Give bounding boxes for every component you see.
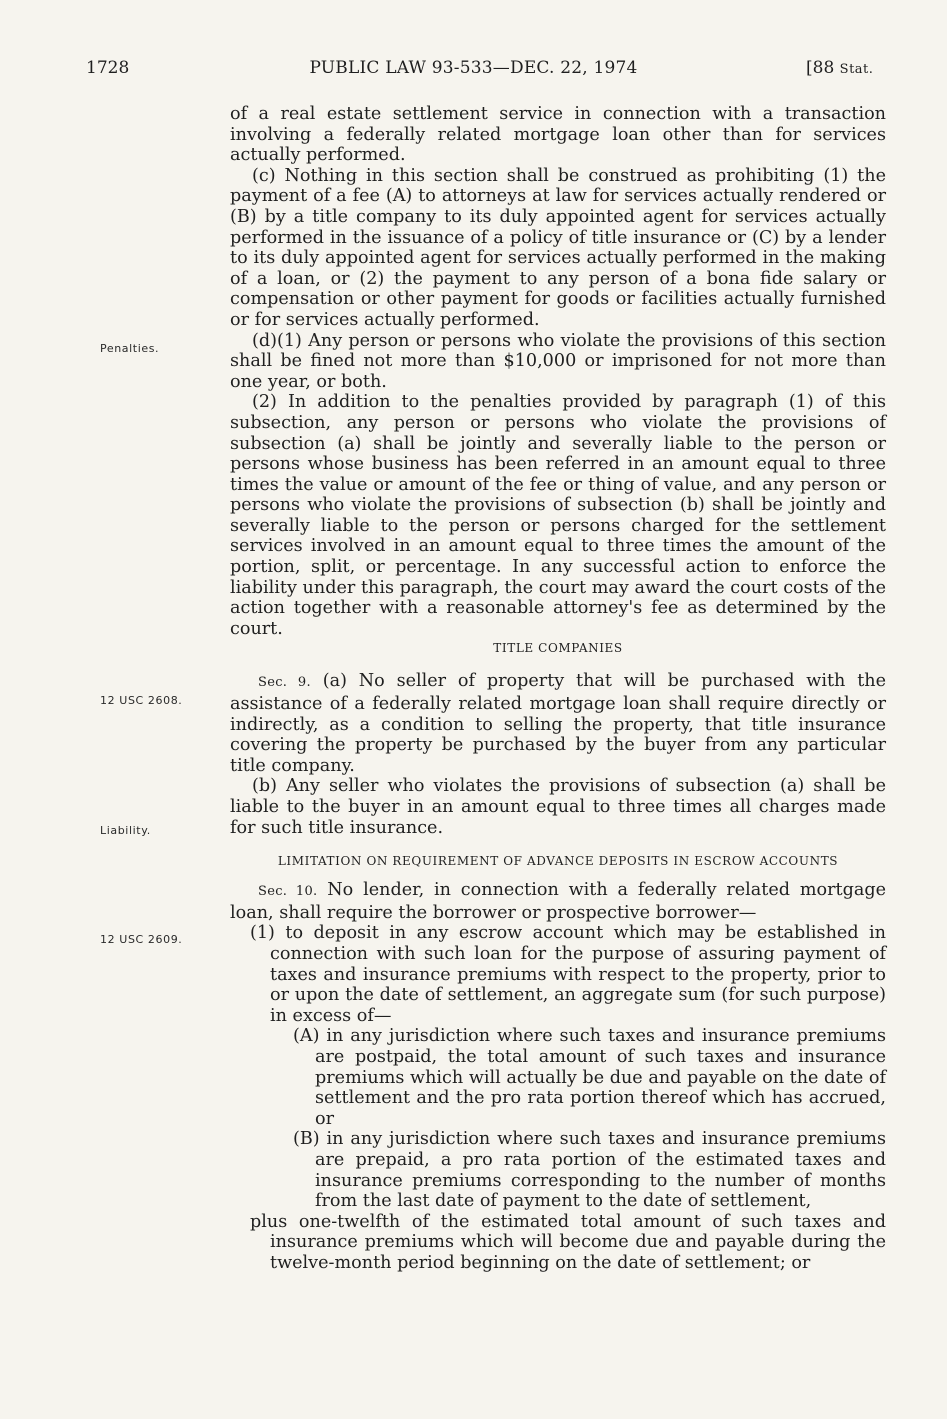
running-title: PUBLIC LAW 93-533—DEC. 22, 1974	[309, 58, 638, 78]
statute-reference	[806, 58, 873, 78]
section-10-plus-clause: plus one-twelfth of the estimated total amount of such taxes and insurance premiums which will become due and payable during the twelve-month period beginning on the date of settlement; or	[250, 1211, 886, 1273]
section-9-b: (b) Any seller who violates the provisions of subsection (a) shall be liable to the buyer in an amount equal to three times all charges made for such title insurance.	[230, 776, 886, 838]
page-header	[0, 58, 947, 84]
section-9-label: Sec. 9.	[258, 675, 311, 691]
section-10-clause-1B: (B) in any jurisdiction where such taxes and insurance premiums are prepaid, a pro rata portion of the estimated taxes and insurance premiums corresponding to the number of months from the last date of payment to the date of settlement,	[293, 1129, 886, 1212]
paragraph-d2: (2) In addition to the penalties provided by paragraph (1) of this subsection, any person or persons who violate the provisions of subsection (a) shall be jointly and severally liable to the person or persons whose business has been referred in an amount equal to three times the value or amount of the fee or thing of value, and any person or persons who violate the provisions of subsection (b) shall be jointly and severally liable to the person or persons charged for the settlement services involved in an amount equal to three times the amount of the portion, split, or percentage. In any successful action to enforce the liability under this paragraph, the court may award the court costs of the action together with a reasonable attorney's fee as determined by the court.	[230, 392, 886, 639]
heading-escrow: LIMITATION ON REQUIREMENT OF ADVANCE DEPOSITS IN ESCROW ACCOUNTS	[277, 854, 839, 869]
margin-note-penalties: Penalties.	[100, 342, 160, 355]
section-10-intro	[230, 880, 886, 923]
paragraph-d1: (d)(1) Any person or persons who violate the provisions of this section shall be fined not more than $10,000 or imprisoned for not more than one year, or both.	[230, 330, 886, 392]
section-10-clause-1A: (A) in any jurisdiction where such taxes and insurance premiums are postpaid, the total amount of such taxes and insurance premiums which will actually be due and payable on the date of settlement and the pro rata portion thereof which has accrued, or	[293, 1026, 886, 1129]
page-number: 1728	[86, 58, 130, 78]
body-text	[230, 104, 886, 1273]
heading-title-companies: TITLE COMPANIES	[493, 641, 623, 656]
margin-note-usc-2608: 12 USC 2608.	[100, 694, 183, 707]
section-10-intro-text: No lender, in connection with a federally related mortgage loan, shall require the borrower or prospective borrower—	[230, 880, 887, 923]
margin-note-usc-2609: 12 USC 2609.	[100, 933, 183, 946]
section-9-a	[230, 671, 886, 776]
statute-volume: [88	[806, 58, 835, 78]
margin-note-liability: Liability.	[100, 824, 151, 837]
paragraph-c: (c) Nothing in this section shall be construed as prohibiting (1) the payment of a fee (A) to attorneys at law for services actually rendered or (B) by a title company to its duly appointed agent for services actually performed in the issuance of a policy of title insurance or (C) by a lender to its duly appointed agent for services actually performed in the making of a loan, or (2) the payment to any person of a bona fide salary or compensation or other payment for goods or facilities actually furnished or for services actually performed.	[230, 165, 886, 330]
section-10-label: Sec. 10.	[258, 884, 318, 900]
paragraph-continuation: of a real estate settlement service in connection with a transaction involving a federally related mortgage loan other than for services actually performed.	[230, 104, 886, 166]
section-9-a-text: (a) No seller of property that will be purchased with the assistance of a federally related mortgage loan shall require directly or indirectly, as a condition to selling the property, that title insurance covering the property be purchased by the buyer from any particular title company.	[230, 671, 887, 776]
section-10-clause-1: (1) to deposit in any escrow account which may be established in connection with such loan for the purpose of assuring payment of taxes and insurance premiums with respect to the property, prior to or upon the date of settlement, an aggregate sum (for such purpose) in excess of—	[250, 923, 886, 1026]
statute-word: Stat.	[839, 62, 874, 77]
